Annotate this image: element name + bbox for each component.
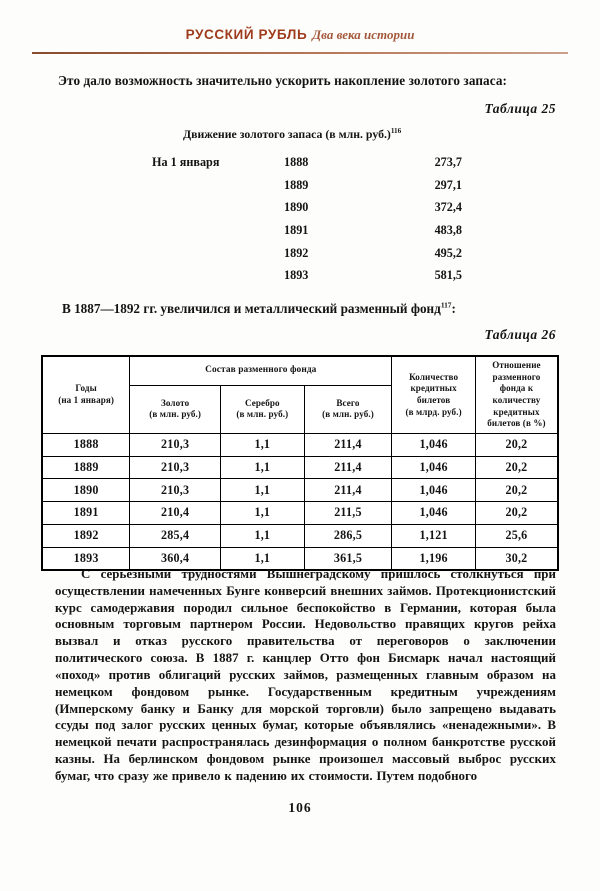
col-header-ratio-line1: Отношение — [492, 360, 541, 370]
cell-silver: 1,1 — [221, 479, 305, 502]
table-25-row-label — [150, 197, 284, 220]
table-26-header-row-1 — [42, 356, 558, 385]
table-25-value: 372,4 — [434, 200, 462, 215]
col-header-gold — [130, 385, 221, 433]
col-header-ratio — [475, 356, 558, 433]
cell-credit: 1,196 — [392, 547, 476, 570]
table-25-row-label — [150, 243, 284, 266]
col-group-header-fund-composition: Состав разменного фонда — [130, 356, 392, 385]
table-26-container — [41, 355, 559, 571]
col-header-years-line1: Годы — [75, 383, 97, 394]
table-25-value: 297,1 — [434, 177, 462, 192]
table-25-year: 1888 — [284, 155, 309, 169]
table-25-value: 581,5 — [434, 268, 462, 283]
cell-year: 1891 — [42, 502, 130, 525]
cell-credit: 1,046 — [392, 502, 476, 525]
table-25-row-label — [150, 175, 284, 198]
col-header-credit-line3: билетов — [417, 394, 451, 405]
col-header-credit-line2: кредитных — [410, 383, 457, 394]
cell-silver: 1,1 — [221, 547, 305, 570]
col-header-ratio-line6: билетов (в %) — [487, 418, 546, 429]
table-25-year: 1889 — [284, 177, 309, 192]
lead-paragraph: Это дало возможность значительно ускорить накопление золотого запаса: — [58, 73, 508, 88]
table-row — [150, 220, 462, 243]
table-row — [150, 175, 462, 198]
cell-silver: 1,1 — [221, 524, 305, 547]
table-row — [150, 243, 462, 266]
cell-year: 1890 — [42, 479, 130, 502]
cell-gold: 210,3 — [130, 456, 221, 479]
col-header-credit-line1: Количество — [409, 371, 459, 382]
cell-total: 211,5 — [304, 502, 392, 525]
cell-total: 286,5 — [304, 524, 392, 547]
running-head-title: РУССКИЙ РУБЛЬ — [185, 27, 308, 42]
table-row — [42, 433, 558, 456]
cell-year: 1892 — [42, 524, 130, 547]
col-header-gold-line1: Золото — [161, 397, 190, 408]
cell-credit: 1,121 — [392, 524, 476, 547]
col-header-credit-line4: (в млрд. руб.) — [405, 406, 462, 417]
cell-silver: 1,1 — [221, 433, 305, 456]
header-rule — [32, 52, 568, 54]
table-25-year: 1892 — [284, 245, 309, 260]
col-header-total-line1: Всего — [336, 397, 360, 408]
cell-year: 1893 — [42, 547, 130, 570]
cell-credit: 1,046 — [392, 479, 476, 502]
table-25 — [150, 152, 462, 288]
cell-total: 361,5 — [304, 547, 392, 570]
table-25-caption: Таблица 25 — [484, 101, 556, 116]
col-header-total-line2: (в млн. руб.) — [322, 409, 374, 420]
lead-paragraph-2 — [62, 300, 556, 318]
col-header-total — [304, 385, 392, 433]
col-header-ratio-line5: кредитных — [493, 406, 540, 417]
table-25-row-label — [150, 220, 284, 243]
col-header-credit-notes — [392, 356, 476, 433]
table-row — [42, 524, 558, 547]
table-25-title — [183, 127, 401, 142]
body-paragraph: С серьезными трудностями Вышнеградскому пришлось столкнуться при осуществлении намеченных Бунге конверсий внешних займов. Протекционистский курс самодержавия породил сильное беспокойство в Германии, которая была основным торговым партнером России. Недовольство правящих кругов рейха вызвал и отказ русского правительства от переговоров о заключении политического союза. В 1887 г. канцлер Отто фон Бисмарк начал настоящий «поход» против облигаций русских займов, размещенных главным образом на немецком фондовом рынке. Государственным кредитным учреждениям (Имперскому банку и Банку для морской торговли) было запрещено выдавать ссуды под залог русских ценных бумаг, которые объявлялись «ненадежными». В немецкой печати распространялась дезинформация о полном банкротстве русской казны. На берлинском фондовом рынке произошел массовый выброс русских бумаг, что сразу же привело к падению их стоимости. Путем подобного — [55, 567, 556, 783]
cell-gold: 210,3 — [130, 433, 221, 456]
table-row — [150, 265, 462, 288]
lead-paragraph-2-tail: : — [451, 301, 456, 316]
cell-ratio: 20,2 — [475, 502, 558, 525]
col-header-silver-line1: Серебро — [244, 397, 280, 408]
cell-credit: 1,046 — [392, 433, 476, 456]
col-header-silver — [221, 385, 305, 433]
table-row — [42, 479, 558, 502]
col-header-years-line2: (на 1 января) — [58, 394, 115, 405]
table-26 — [41, 355, 559, 571]
cell-ratio: 20,2 — [475, 456, 558, 479]
cell-year: 1889 — [42, 456, 130, 479]
table-row — [150, 152, 462, 175]
table-25-value: 273,7 — [434, 155, 462, 169]
cell-ratio: 20,2 — [475, 479, 558, 502]
col-header-ratio-line4: количеству — [492, 394, 541, 405]
col-header-silver-line2: (в млн. руб.) — [236, 409, 289, 420]
table-25-row-label — [150, 265, 284, 288]
cell-gold: 360,4 — [130, 547, 221, 570]
lead-paragraph-2-text: В 1887—1892 гг. увеличился и металлический разменный фонд — [62, 301, 441, 316]
table-25-value: 495,2 — [434, 245, 462, 260]
col-header-ratio-line3: фонда к — [499, 383, 534, 394]
cell-year: 1888 — [42, 433, 130, 456]
cell-total: 211,4 — [304, 456, 392, 479]
cell-silver: 1,1 — [221, 456, 305, 479]
col-header-ratio-line2: разменного — [492, 371, 541, 382]
table-25-row-label: На 1 января — [152, 155, 220, 169]
page-number: 106 — [288, 800, 312, 815]
running-head — [30, 26, 570, 44]
lead-paragraph-2-footnote: 117 — [440, 300, 452, 310]
table-25-value: 483,8 — [434, 223, 462, 238]
table-25-year: 1891 — [284, 223, 309, 238]
table-row — [42, 502, 558, 525]
cell-gold: 210,3 — [130, 479, 221, 502]
cell-credit: 1,046 — [392, 456, 476, 479]
cell-total: 211,4 — [304, 433, 392, 456]
cell-silver: 1,1 — [221, 502, 305, 525]
col-header-years — [42, 356, 130, 433]
table-25-title-text: Движение золотого запаса (в млн. руб.) — [183, 127, 391, 141]
cell-ratio: 20,2 — [475, 433, 558, 456]
cell-ratio: 25,6 — [475, 524, 558, 547]
cell-total: 211,4 — [304, 479, 392, 502]
table-25-title-footnote: 116 — [390, 127, 402, 136]
running-head-subtitle: Два века истории — [312, 27, 415, 42]
col-header-gold-line2: (в млн. руб.) — [149, 409, 202, 420]
table-25-year: 1893 — [284, 268, 309, 283]
cell-ratio: 30,2 — [475, 547, 558, 570]
table-row — [42, 456, 558, 479]
table-25-year: 1890 — [284, 200, 309, 215]
table-row — [150, 197, 462, 220]
cell-gold: 285,4 — [130, 524, 221, 547]
table-26-caption: Таблица 26 — [484, 327, 556, 342]
cell-gold: 210,4 — [130, 502, 221, 525]
